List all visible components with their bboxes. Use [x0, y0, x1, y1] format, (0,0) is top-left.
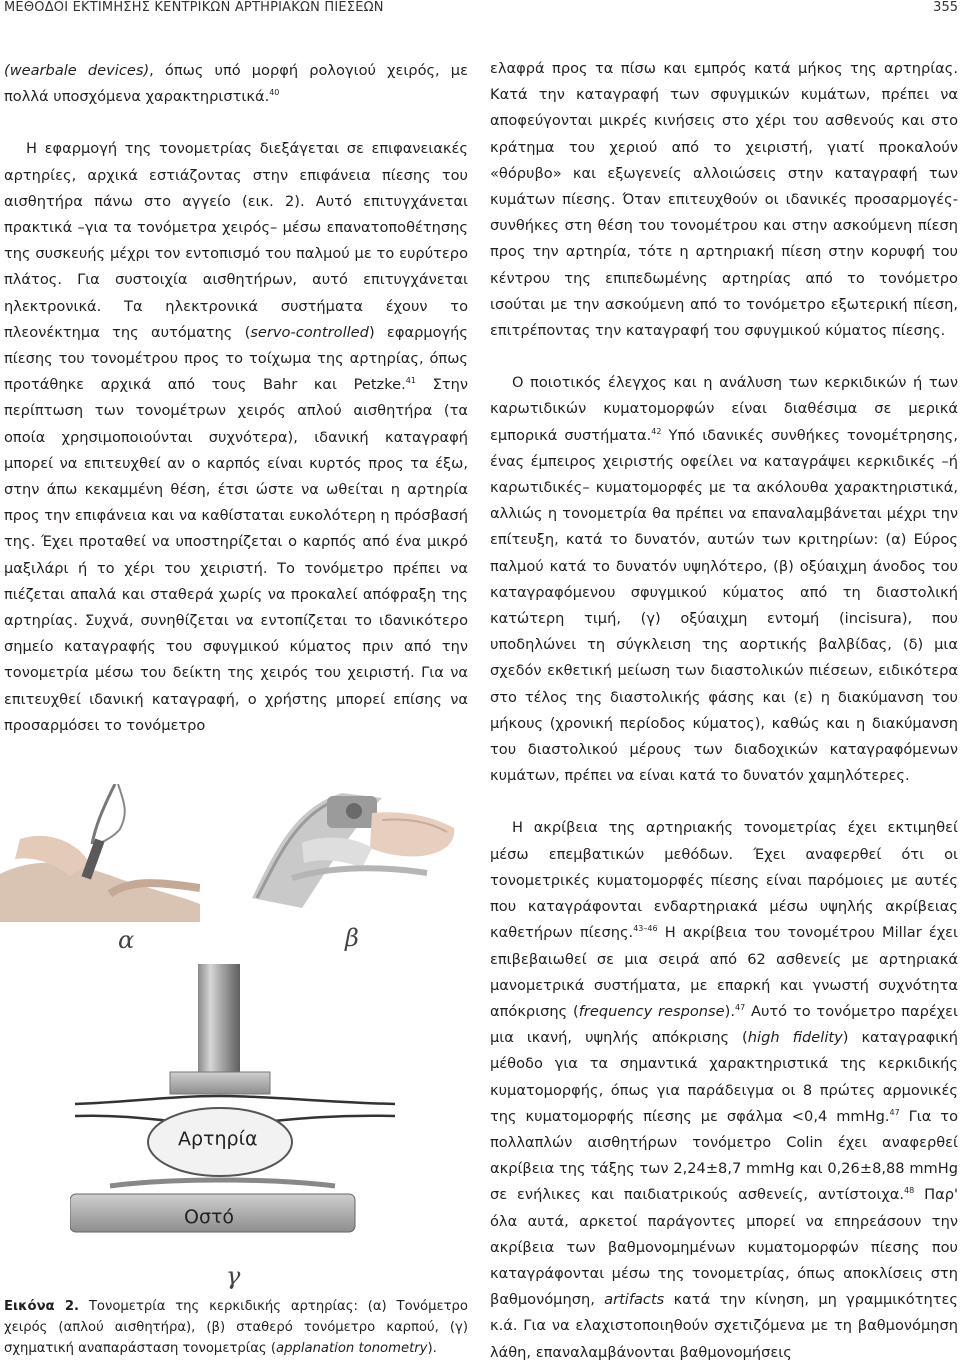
emphasis: servo-controlled — [250, 323, 369, 341]
left-column — [4, 58, 468, 739]
figure-2 — [0, 714, 470, 1294]
reference: 47 — [734, 1002, 746, 1012]
running-title: ΜΕΘΟΔΟΙ ΕΚΤΙΜΗΣΗΣ ΚΕΝΤΡΙΚΩΝ ΑΡΤΗΡΙΑΚΩΝ ΠΙΕΣΕΩΝ — [4, 0, 384, 15]
figure-label-a: α — [118, 926, 135, 954]
paragraph-5 — [490, 815, 958, 1365]
text: Ο ποιοτικός έλεγχος και η ανάλυση των κερκιδικών ή των καρωτιδικών κυματομορφών είναι διαθέσιμα σε μερικά εμπορικά συστήματα. — [490, 374, 958, 444]
text: ). — [427, 1341, 437, 1356]
right-column — [490, 56, 958, 1366]
figure-caption — [4, 1296, 468, 1359]
paragraph-4 — [490, 370, 958, 789]
emphasis: frequency response — [578, 1002, 725, 1020]
text: ) εφαρμογής πίεσης του τονομέτρου προς το τοίχωμα της αρτηρίας, όπως προτάθηκε αρχικά από τους Bahr και Petzke. — [4, 323, 468, 394]
text: Η ακρίβεια της αρτηριακής τονομετρίας έχει εκτιμηθεί μέσω επεμβατικών μεθόδων. Έχει αναφερθεί ότι οι τονομετρικές κυματομορφές πίεσης είναι παρόμοιες με αυτές που καταγράφονται ενδαρτηριακά μέσω υψηλής ακρίβειας καθετήρων πίεσης. — [490, 819, 958, 942]
text: ) καταγραφική μέθοδο για τα σημαντικά χαρακτηριστικά της κερκιδικής κυματομορφής, όπως για παράδειγμα οι 8 πρώτες αρμονικές της κυματομορφής πίεσης με σφάλμα <0,4 mmHg. — [490, 1029, 959, 1125]
running-header — [0, 0, 960, 22]
emphasis: high fidelity — [747, 1029, 843, 1047]
schematic-applanation-tonometry — [70, 964, 400, 1284]
text: Υπό ιδανικές συνθήκες τονομέτρησης, ένας έμπειρος χειριστής οφείλει να καταγράψει κερκιδικές –ή καρωτιδικές– κυματομορφές με τα ακόλουθα χαρακτηριστικά, αλλιώς η τονομετρία θα πρέπει να επαναλαμβάνεται μέχρι την επίτευξη, κατά το δυνατόν, αυτών των κριτηρίων: (α) Εύρος παλμού κατά το δυνατόν υψηλότερο, (β) οξύαιχμη άνοδος του καταγραφόμενου σφυγμικού κύματος από τη διαστολική κατώτερη τιμή, (γ) οξύαιχμη εντομή (incisura), που υποδηλώνει τη σύγκλειση της αορτικής βαλβίδας, (δ) μια σχεδόν εκθετική μείωση των διαστολικών πιέσεων, ειδικότερα στο τέλος της διαστολικής φάσης και (ε) η διακύμανση του μήκους (χρονική περίοδος κύματος), καθώς και η διακύμανση του διαστολικού μέρους των διαδοχικών καταγραφόμενων κυμάτων, πρέπει να είναι κατά το δυνατόν χαμηλότερες. — [490, 426, 958, 785]
reference: 48 — [904, 1186, 915, 1196]
paragraph-2 — [4, 136, 468, 739]
emphasis: artifacts — [604, 1291, 665, 1309]
text: Στην περίπτωση των τονομέτρων χειρός απλού αισθητήρα (τα οποία χρησιμοποιούνται συχνότερα), ιδανική καταγραφή μπορεί να επιτευχθεί αν ο καρπός είναι κυρτός προς τα έξω, στην άπω κεκαμμένη θέση, έτσι ώστε να ωθείται η αρτηρία προς την επιφάνεια και να καθίσταται ευκολότερη η πρόσβασή της. Έχει προταθεί να υποστηρίζεται ο καρπός από ένα μικρό μαξιλάρι ή το χέρι του χειριστή. Το τονόμετρο πρέπει να πιέζεται απαλά και σταθερά χωρίς να προκαλεί απόφραξη της αρτηρίας. Συχνά, συνηθίζεται να εντοπίζεται το ιδανικότερο σημείο καταγραφής του σφυγμικού κύματος πριν από την τονομετρία μέσω του δείκτη της χειρός του χειριστή. Για να επιτευχθεί ιδανική καταγραφή, ο χρήστης μπορεί επίσης να προσαρμόσει το τονόμετρο — [4, 376, 468, 734]
text: Η εφαρμογή της τονομετρίας διεξάγεται σε επιφανειακές αρτηρίες, αρχικά εστιάζοντας στην επιφάνεια πίεσης του αισθητήρα πάνω στο αγγείο (εικ. 2). Αυτό επιτυγχάνεται πρακτικά –για τα τονόμετρα χειρός– μέσω επανατοποθέτησης της συσκευής μέχρι τον εντοπισμό του παλμού με το ευρύτερο πλάτος. Για συστοιχία αισθητήρων, αυτό επιτυγχάνεται ηλεκτρονικά. Τα ηλεκτρονικά συστήματα έχουν το πλεονέκτημα της αυτόματης ( — [4, 140, 468, 341]
text: Τονομετρία της κερκιδικής αρτηρίας: (α) Τονόμετρο χειρός (απλού αισθητήρα), (β) σταθερό τονόμετρο καρπού, (γ) σχηματική αναπαράσταση τονομετρίας ( — [4, 1299, 468, 1356]
text: Η ακρίβεια του τονομέτρου Millar έχει επιβεβαιωθεί σε μια σειρά από 62 ασθενείς με αρτηριακά μανομετρικά συστήματα, με επαρκή και γνωστή συχνότητα απόκρισης ( — [490, 924, 958, 1020]
text: κατά την κίνηση, μη γραμμικότητες κ.ά. Για να ελαχιστοποιηθούν σχετιζόμενα με τη βαθμονόμηση λάθη, επαναλαμβάνονται βαθμονομήσεις — [490, 1291, 958, 1361]
artery-label: Αρτηρία — [178, 1128, 258, 1150]
text: , όπως υπό μορφή ρολογιού χειρός, με πολλά υποσχόμενα χαρακτηριστικά. — [4, 62, 468, 106]
figure-label-b: β — [345, 924, 359, 952]
text: Αυτό το τονόμετρο παρέχει μια ικανή, υψηλής απόκρισης ( — [490, 1002, 958, 1047]
page-number: 355 — [933, 0, 958, 15]
reference: 43–46 — [633, 924, 658, 934]
emphasis: (wearbale devices) — [4, 62, 150, 79]
figure-label-c: γ — [226, 1262, 241, 1290]
text: Για το πολλαπλών αισθητήρων τονόμετρο Colin έχει αναφερθεί ακρίβεια της τάξης των 2,24±8,7 mmHg και 0,26±8,88 mmHg σε ενήλικες και παιδιατρικούς ασθενείς, αντίστοιχα. — [490, 1107, 959, 1204]
text: ). — [724, 1002, 735, 1020]
reference: 40 — [269, 88, 280, 98]
reference: 47 — [889, 1107, 900, 1117]
reference: 41 — [405, 376, 416, 386]
bone-label: Οστό — [184, 1206, 235, 1228]
paragraph-1 — [4, 58, 468, 110]
caption-label: Εικόνα 2. — [4, 1299, 80, 1314]
text: ελαφρά προς τα πίσω και εμπρός κατά μήκος της αρτηρίας. Κατά την καταγραφή των σφυγμικών κυμάτων, πρέπει να αποφεύγονται μικρές κινήσεις στο χέρι του ασθενούς και στο κράτημα του χεριού από το χειριστή, γιατί προκαλούν «θόρυβο» και εξωγενείς αλλοιώσεις στην καταγραφή των κυμάτων πίεσης. Όταν επιτευχθούν οι ιδανικές προσαρμογές-συνθήκες στη θέση του τονομέτρου και στην ασκούμενη πίεση προς την αρτηρία, τότε η αρτηριακή πίεση στην κορυφή του κέντρου της επιπεδωμένης αρτηρίας από το τονόμετρο ισούται με την ασκούμενη από το τονόμετρο εξωτερική πίεση, επιτρέποντας την καταγραφή του σφυγμικού κύματος πίεσης. — [490, 60, 958, 340]
paragraph-3 — [490, 56, 958, 344]
reference: 42 — [651, 426, 662, 436]
emphasis: applanation tonometry — [276, 1341, 428, 1356]
text: Παρ' όλα αυτά, αρκετοί παράγοντες μπορεί να επηρεάσουν την ακρίβεια των βαθμονομημένων κυματομορφών πίεσης που καταγράφονται μέσω της τονομετρίας, όπως αποκλίσεις στη βαθμονόμηση, — [490, 1186, 958, 1309]
photo-wrist-tonometer — [232, 748, 464, 918]
photo-hand-tonometer — [0, 784, 200, 922]
